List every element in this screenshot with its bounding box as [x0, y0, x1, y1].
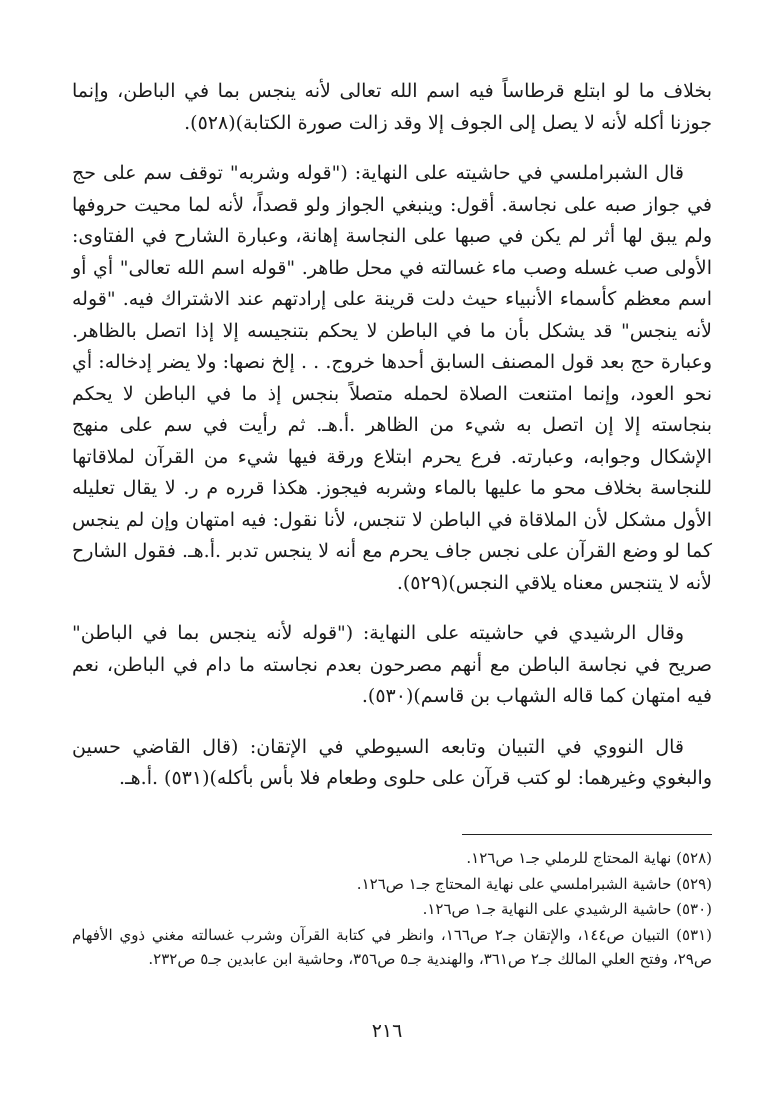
paragraph-1: بخلاف ما لو ابتلع قرطاساً فيه اسم الله تعالى لأنه ينجس بما في الباطن، وإنما جوزنا أكله لأنه لا يصل إلى الجوف إلا وقد زالت صورة الكتابة)(٥٢٨). — [72, 80, 712, 134]
footnote-531: (٥٣١) التبيان ص١٤٤، والإتقان جـ٢ ص١٦٦، وانظر في كتابة القرآن وشرب غسالته مغني ذوي الأفهام ص٢٩، وفتح العلي المالك جـ٢ ص٣٦١، والهندية جـ٥ ص٣٥٦، وحاشية ابن عابدين جـ٥ ص٢٣٢. — [72, 925, 713, 968]
footnote-530: (٥٣٠) حاشية الرشيدي على النهاية جـ١ ص١٢٦. — [422, 900, 712, 918]
main-text — [72, 76, 712, 814]
paragraph-4: قال النووي في التبيان وتابعه السيوطي في الإتقان: (قال القاضي حسين والبغوي وغيرهما: لو كتب قرآن على حلوى وطعام فلا بأس بأكله)(٥٣١) .أ.هـ. — [72, 735, 712, 789]
footnote-divider — [462, 834, 712, 835]
footnote-529: (٥٢٩) حاشية الشبراملسي على نهاية المحتاج جـ١ ص١٢٦. — [356, 874, 712, 893]
footnotes — [72, 846, 712, 973]
page-number: ٢١٦ — [371, 1020, 403, 1042]
paragraph-3: وقال الرشيدي في حاشيته على النهاية: ("قوله لأنه ينجس بما في الباطن" صريح في نجاسة الباطن مع أنهم مصرحون بعدم نجاسته ما دام في الباطن، نعم فيه امتهان كما قاله الشهاب بن قاسم)(٥٣٠). — [72, 622, 712, 707]
footnote-528: (٥٢٨) نهاية المحتاج للرملي جـ١ ص١٢٦. — [466, 849, 712, 867]
paragraph-2: قال الشبراملسي في حاشيته على النهاية: ("قوله وشربه" توقف سم على حج في جواز صبه على نجاسة. أقول: وينبغي الجواز ولو قصداً، لأنه لما محيت حروفها ولم يبق لها أثر لم يكن في صبها على النجاسة إهانة، وعبارة الشارح في الفتاوى: الأولى صب غسله وصب ماء غسالته في محل طاهر. "قوله اسم الله تعالى" أي أو اسم معظم كأسماء الأنبياء حيث دلت قرينة على إرادتهم عند الاشتراك فيه. "قوله لأنه ينجس" قد يشكل بأن ما في الباطن لا يحكم بتنجيسه إلا إذا اتصل بالظاهر. وعبارة حج بعد قول المصنف السابق أحدها خروج. . . إلخ نصها: ولا يضر إدخاله: أي نحو العود، وإنما امتنعت الصلاة لحمله متصلاً بنجس إذ ما في الباطن لا يحكم بنجاسته إلا إن اتصل به شيء من الظاهر .أ.هـ. ثم رأيت في سم على منهج الإشكال وجوابه، وعبارته. فرع يحرم ابتلاع ورقة فيها شيء من القرآن لملاقاتها للنجاسة بخلاف محو ما عليها بالماء وشربه فيجوز. هكذا قرره م ر. لا يقال تعليله الأول مشكل لأن الملاقاة في الباطن لا تنجس، لأنا نقول: فيه امتهان وإن لم ينجس كما لو وضع القرآن على نجس جاف يحرم مع أنه لا ينجس تدبر .أ.هـ. فقول الشارح لأنه لا يتنجس معناه يلاقي النجس)(٥٢٩). — [72, 162, 712, 594]
